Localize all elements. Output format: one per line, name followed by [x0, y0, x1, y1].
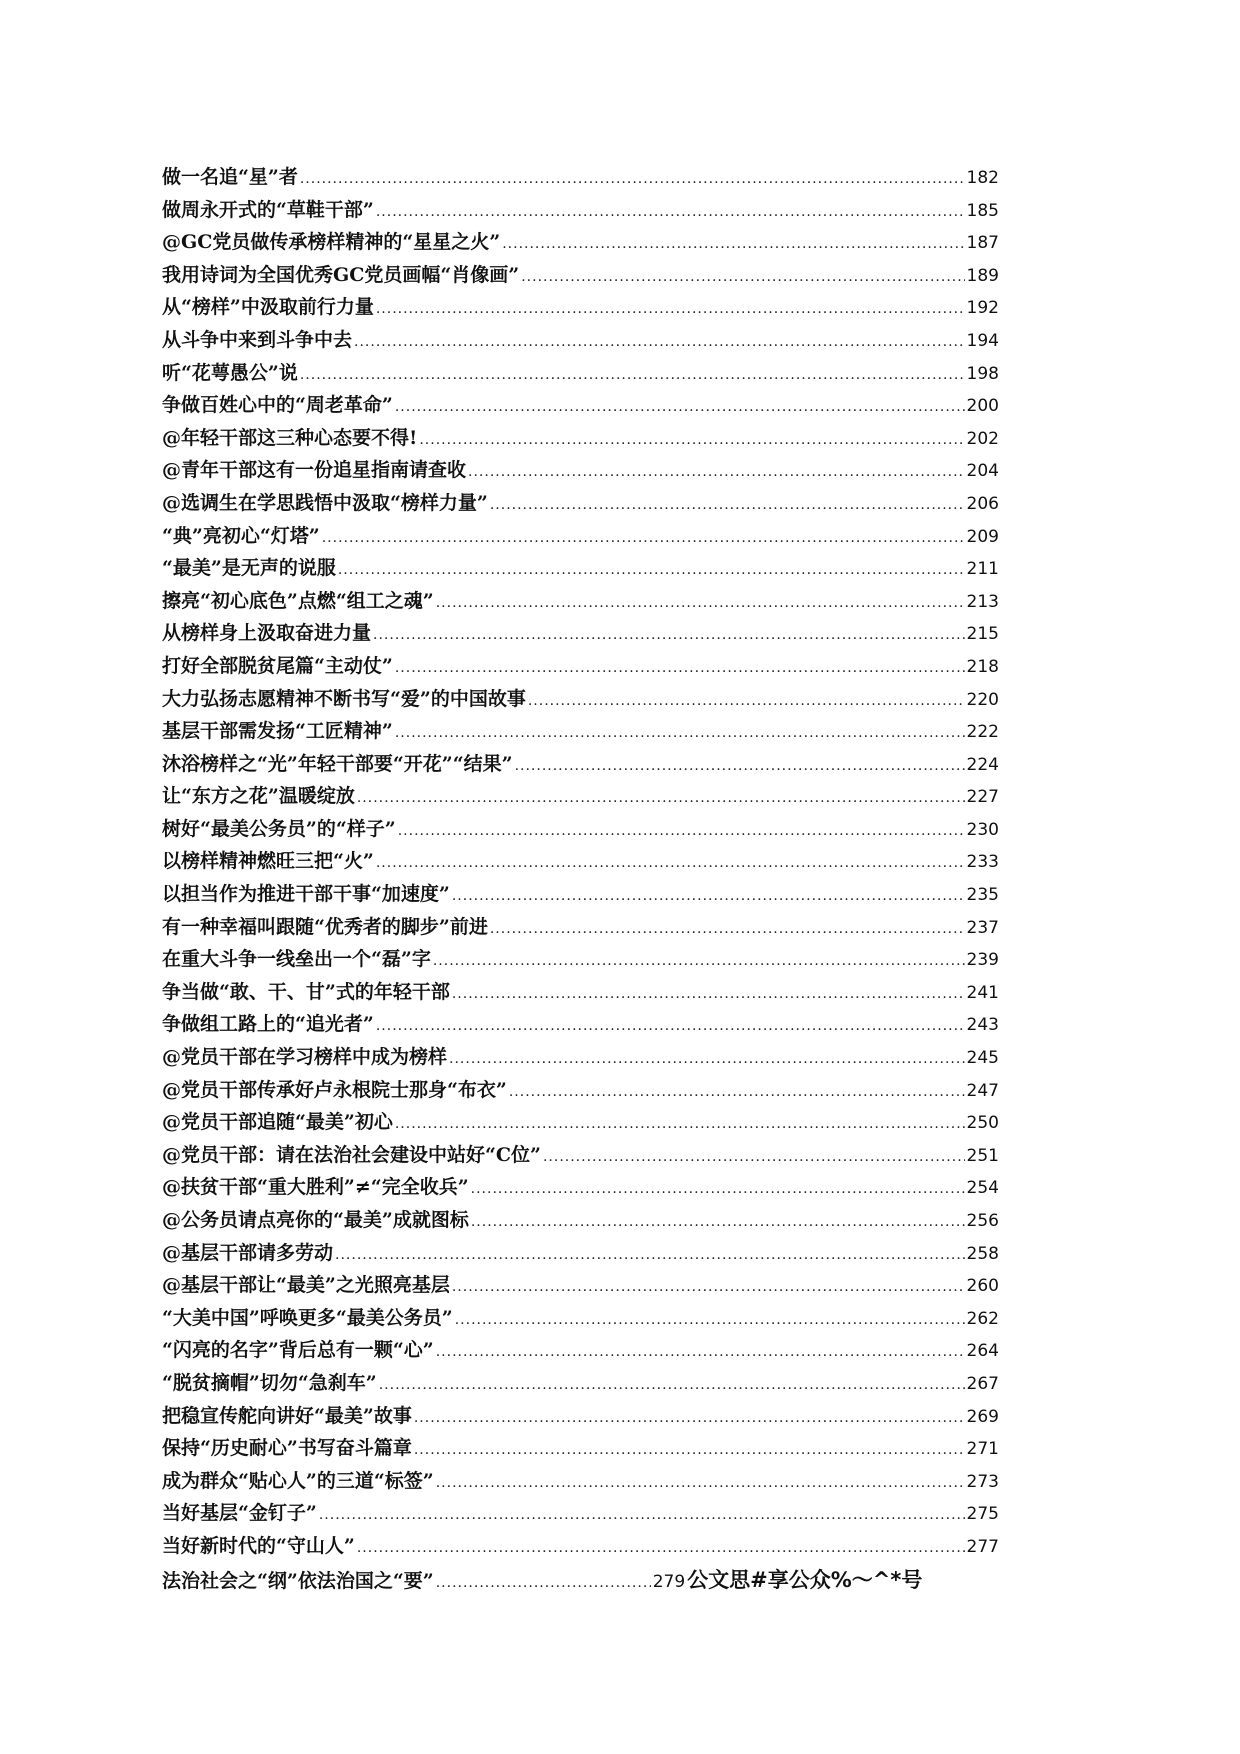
- toc-entry-page: 213: [966, 591, 999, 612]
- toc-dot-leader: [490, 921, 965, 937]
- toc-entry[interactable]: [162, 1009, 999, 1042]
- toc-entry-title: @青年干部这有一份追星指南请查收: [162, 459, 467, 482]
- toc-entry[interactable]: [162, 423, 999, 456]
- toc-entry[interactable]: [162, 455, 999, 488]
- toc-entry-title: 当好新时代的“守山人”: [162, 1534, 355, 1557]
- toc-entry-page: 239: [966, 950, 999, 971]
- toc-entry[interactable]: [162, 1172, 999, 1205]
- toc-entry[interactable]: [162, 162, 999, 195]
- toc-entry-title: @基层干部让“最美”之光照亮基层: [162, 1274, 450, 1297]
- toc-entry-page: 273: [966, 1471, 999, 1492]
- toc-entry-title: 在重大斗争一线垒出一个“磊”字: [162, 948, 431, 971]
- toc-dot-leader: [471, 1214, 965, 1230]
- toc-entry-title: 树好“最美公务员”的“样子”: [162, 817, 396, 840]
- toc-entry-title: 以榜样精神燃旺三把“火”: [162, 850, 374, 873]
- toc-entry-title: 争做组工路上的“追光者”: [162, 1013, 374, 1036]
- toc-dot-leader: [376, 1018, 965, 1034]
- toc-dot-leader: [471, 1181, 965, 1197]
- toc-dot-leader: [509, 1084, 965, 1100]
- toc-entry[interactable]: [162, 1205, 999, 1238]
- toc-entry[interactable]: [162, 684, 999, 717]
- toc-entry[interactable]: [162, 781, 999, 814]
- toc-entry[interactable]: [162, 1466, 999, 1499]
- toc-entry-page: 192: [966, 298, 999, 319]
- toc-entry-title: “闪亮的名字”背后总有一颗“心”: [162, 1339, 434, 1362]
- toc-dot-leader: [436, 1344, 965, 1360]
- toc-entry-page: 262: [966, 1308, 999, 1329]
- toc-entry[interactable]: [162, 292, 999, 325]
- toc-entry-title: “最美”是无声的说服: [162, 557, 336, 580]
- toc-entry-page: 185: [966, 200, 999, 221]
- toc-entry-title: 把稳宣传舵向讲好“最美”故事: [162, 1404, 412, 1427]
- toc-entry-page: 227: [966, 787, 999, 808]
- toc-dot-leader: [354, 334, 965, 350]
- toc-entry[interactable]: [162, 1270, 999, 1303]
- toc-entry-title: 基层干部需发扬“工匠精神”: [162, 720, 393, 743]
- toc-entry-title: 大力弘扬志愿精神不断书写“爱”的中国故事: [162, 687, 526, 710]
- toc-entry[interactable]: [162, 1238, 999, 1271]
- toc-entry-page: 275: [966, 1504, 999, 1525]
- toc-dot-leader: [395, 1116, 965, 1132]
- toc-entry-title: 从斗争中来到斗争中去: [162, 328, 353, 351]
- toc-dot-leader: [502, 236, 964, 252]
- toc-entry[interactable]: [162, 814, 999, 847]
- toc-entry-title: 争做百姓心中的“周老革命”: [162, 394, 393, 417]
- toc-entry-page: 277: [966, 1536, 999, 1557]
- toc-entry-title: 保持“历史耐心”书写奋斗篇章: [162, 1437, 412, 1460]
- toc-entry-title: @GC党员做传承榜样精神的“星星之火”: [162, 231, 501, 254]
- toc-entry-page: 237: [966, 917, 999, 938]
- toc-entry-page: 209: [966, 526, 999, 547]
- toc-dot-leader: [300, 367, 965, 383]
- toc-entry-title: @公务员请点亮你的“最美”成就图标: [162, 1209, 469, 1231]
- toc-dot-leader: [452, 986, 965, 1002]
- toc-entry-page: 254: [966, 1178, 999, 1199]
- toc-entry[interactable]: [162, 651, 999, 684]
- toc-entry-page: 241: [966, 982, 999, 1003]
- toc-entry[interactable]: [162, 1140, 999, 1173]
- toc-entry-title: 有一种幸福叫跟随“优秀者的脚步”前进: [162, 915, 488, 938]
- toc-dot-leader: [436, 1575, 651, 1591]
- toc-dot-leader: [373, 627, 965, 643]
- toc-entry[interactable]: [162, 846, 999, 879]
- toc-dot-leader: [395, 725, 965, 741]
- toc-entry[interactable]: [162, 618, 999, 651]
- toc-entry-page: 194: [966, 330, 999, 351]
- toc-entry-page: 260: [966, 1276, 999, 1297]
- toc-entry-page: 211: [966, 559, 999, 580]
- toc-dot-leader: [414, 1442, 965, 1458]
- toc-entry-page: 264: [966, 1341, 999, 1362]
- toc-dot-leader: [528, 693, 965, 709]
- toc-dot-leader: [338, 562, 965, 578]
- toc-entry-title: @党员干部在学习榜样中成为榜样: [162, 1046, 448, 1069]
- toc-entry[interactable]: [162, 1368, 999, 1401]
- toc-entry-title: 让“东方之花”温暖绽放: [162, 785, 355, 808]
- toc-entry-page: 251: [966, 1145, 999, 1166]
- toc-entry-title: @年轻干部这三种心态要不得!: [162, 426, 418, 449]
- toc-entry-title: “大美中国”呼唤更多“最美公务员”: [162, 1306, 453, 1329]
- toc-entry-title: 成为群众“贴心人”的三道“标签”: [162, 1469, 434, 1492]
- toc-dot-leader: [436, 1475, 965, 1491]
- toc-entry-page: 215: [966, 624, 999, 645]
- toc-entry-title: 以担当作为推进干部干事“加速度”: [162, 883, 450, 906]
- table-of-contents: [162, 162, 999, 1600]
- toc-entry-page: 218: [966, 656, 999, 677]
- toc-dot-leader: [414, 1410, 965, 1426]
- toc-dot-leader: [395, 660, 965, 676]
- toc-dot-leader: [379, 1377, 965, 1393]
- toc-entry[interactable]: [162, 1075, 999, 1108]
- toc-entry-page: 256: [966, 1211, 999, 1231]
- toc-entry-title: “脱贫摘帽”切勿“急刹车”: [162, 1371, 377, 1394]
- toc-entry-page: 235: [966, 885, 999, 906]
- toc-entry[interactable]: [162, 1498, 999, 1531]
- toc-entry-page: 206: [966, 493, 999, 514]
- toc-entry-page: 189: [966, 265, 999, 286]
- toc-entry-page: 220: [966, 689, 999, 710]
- toc-dot-leader: [449, 1051, 965, 1067]
- toc-entry-title: 法治社会之“纲”依法治国之“要”: [162, 1569, 434, 1592]
- toc-dot-leader: [398, 823, 965, 839]
- toc-dot-leader: [452, 888, 965, 904]
- toc-entry-page: 258: [966, 1243, 999, 1264]
- toc-entry-page: 247: [966, 1080, 999, 1101]
- toc-entry[interactable]: [162, 716, 999, 749]
- toc-entry[interactable]: [162, 1303, 999, 1336]
- toc-entry-title: @基层干部请多劳动: [162, 1241, 334, 1264]
- toc-dot-leader: [433, 953, 965, 969]
- toc-entry-title: @党员干部：请在法治社会建设中站好“C位”: [162, 1143, 541, 1166]
- toc-entry-title: 争当做“敢、干、甘”式的年轻干部: [162, 980, 450, 1003]
- toc-dot-leader: [319, 1507, 965, 1523]
- toc-entry-title: 听“花萼愚公”说: [162, 361, 298, 384]
- toc-entry[interactable]: [162, 521, 999, 554]
- toc-entry[interactable]: [162, 1042, 999, 1075]
- toc-entry-page: 202: [966, 428, 999, 449]
- toc-dot-leader: [376, 301, 965, 317]
- toc-entry-title: @党员干部传承好卢永根院士那身“布衣”: [162, 1078, 507, 1101]
- toc-entry-title: @选调生在学思践悟中汲取“榜样力量”: [162, 491, 488, 514]
- toc-entry[interactable]: [162, 488, 999, 521]
- toc-entry-page: 182: [966, 168, 999, 188]
- toc-dot-leader: [543, 1149, 965, 1165]
- toc-entry[interactable]: [162, 1433, 999, 1466]
- toc-entry-page: 269: [966, 1406, 999, 1427]
- toc-entry-title: @党员干部追随“最美”初心: [162, 1111, 393, 1134]
- toc-entry[interactable]: [162, 390, 999, 423]
- toc-entry-title: 沐浴榜样之“光”年轻干部要“开花”“结果”: [162, 752, 513, 775]
- toc-entry-title: 做一名追“星”者: [162, 166, 298, 188]
- toc-entry-title: 从“榜样”中汲取前行力量: [162, 296, 374, 319]
- toc-dot-leader: [300, 171, 965, 187]
- toc-entry[interactable]: [162, 195, 999, 228]
- toc-entry-page: 271: [966, 1439, 999, 1460]
- toc-entry-page: 187: [966, 233, 999, 254]
- toc-entry-title: @扶贫干部“重大胜利”≠“完全收兵”: [162, 1176, 469, 1199]
- toc-entry[interactable]: [162, 912, 999, 945]
- toc-entry-last[interactable]: [162, 1564, 999, 1600]
- toc-entry-title: 从榜样身上汲取奋进力量: [162, 622, 372, 645]
- toc-entry[interactable]: [162, 586, 999, 619]
- toc-dot-leader: [468, 464, 965, 480]
- toc-entry[interactable]: [162, 553, 999, 586]
- toc-entry[interactable]: [162, 1335, 999, 1368]
- toc-dot-leader: [376, 204, 965, 220]
- toc-entry-page: 267: [966, 1373, 999, 1394]
- toc-entry[interactable]: [162, 944, 999, 977]
- toc-entry[interactable]: [162, 1401, 999, 1434]
- toc-dot-leader: [521, 269, 964, 285]
- toc-entry[interactable]: [162, 749, 999, 782]
- toc-entry-title: 当好基层“金钉子”: [162, 1502, 317, 1525]
- toc-dot-leader: [376, 855, 965, 871]
- toc-entry-title: 擦亮“初心底色”点燃“组工之魂”: [162, 589, 434, 612]
- toc-entry[interactable]: [162, 977, 999, 1010]
- toc-entry[interactable]: [162, 1107, 999, 1140]
- toc-dot-leader: [419, 432, 964, 448]
- toc-dot-leader: [357, 790, 965, 806]
- toc-dot-leader: [395, 399, 965, 415]
- watermark-text: 公文思#享公众%～^*号: [687, 1567, 923, 1592]
- toc-entry-title: 我用诗词为全国优秀GC党员画幅“肖像画”: [162, 263, 520, 286]
- toc-entry-page: 230: [966, 819, 999, 840]
- toc-dot-leader: [490, 497, 965, 513]
- toc-dot-leader: [436, 595, 965, 611]
- toc-entry-page: 250: [966, 1113, 999, 1134]
- toc-entry-page: 243: [966, 1015, 999, 1036]
- toc-entry-title: “典”亮初心“灯塔”: [162, 524, 320, 547]
- toc-dot-leader: [335, 1247, 965, 1263]
- toc-entry[interactable]: [162, 325, 999, 358]
- toc-dot-leader: [357, 1540, 965, 1556]
- toc-dot-leader: [515, 758, 965, 774]
- toc-entry[interactable]: [162, 358, 999, 391]
- toc-entry-page: 222: [966, 722, 999, 743]
- toc-entry-page: 204: [966, 461, 999, 482]
- toc-entry-title: 打好全部脱贫尾篇“主动仗”: [162, 654, 393, 677]
- toc-dot-leader: [322, 530, 965, 546]
- toc-dot-leader: [452, 1279, 965, 1295]
- toc-entry[interactable]: [162, 260, 999, 293]
- toc-entry-page: 279: [652, 1571, 686, 1592]
- toc-entry-page: 200: [966, 396, 999, 417]
- toc-entry[interactable]: [162, 1531, 999, 1564]
- toc-entry-page: 233: [966, 852, 999, 873]
- toc-entry-title: 做周永开式的“草鞋干部”: [162, 198, 374, 221]
- toc-entry[interactable]: [162, 227, 999, 260]
- toc-entry-page: 224: [966, 754, 999, 775]
- toc-entry-page: 245: [966, 1048, 999, 1069]
- toc-entry-page: 198: [966, 363, 999, 384]
- toc-dot-leader: [455, 1312, 965, 1328]
- toc-entry[interactable]: [162, 879, 999, 912]
